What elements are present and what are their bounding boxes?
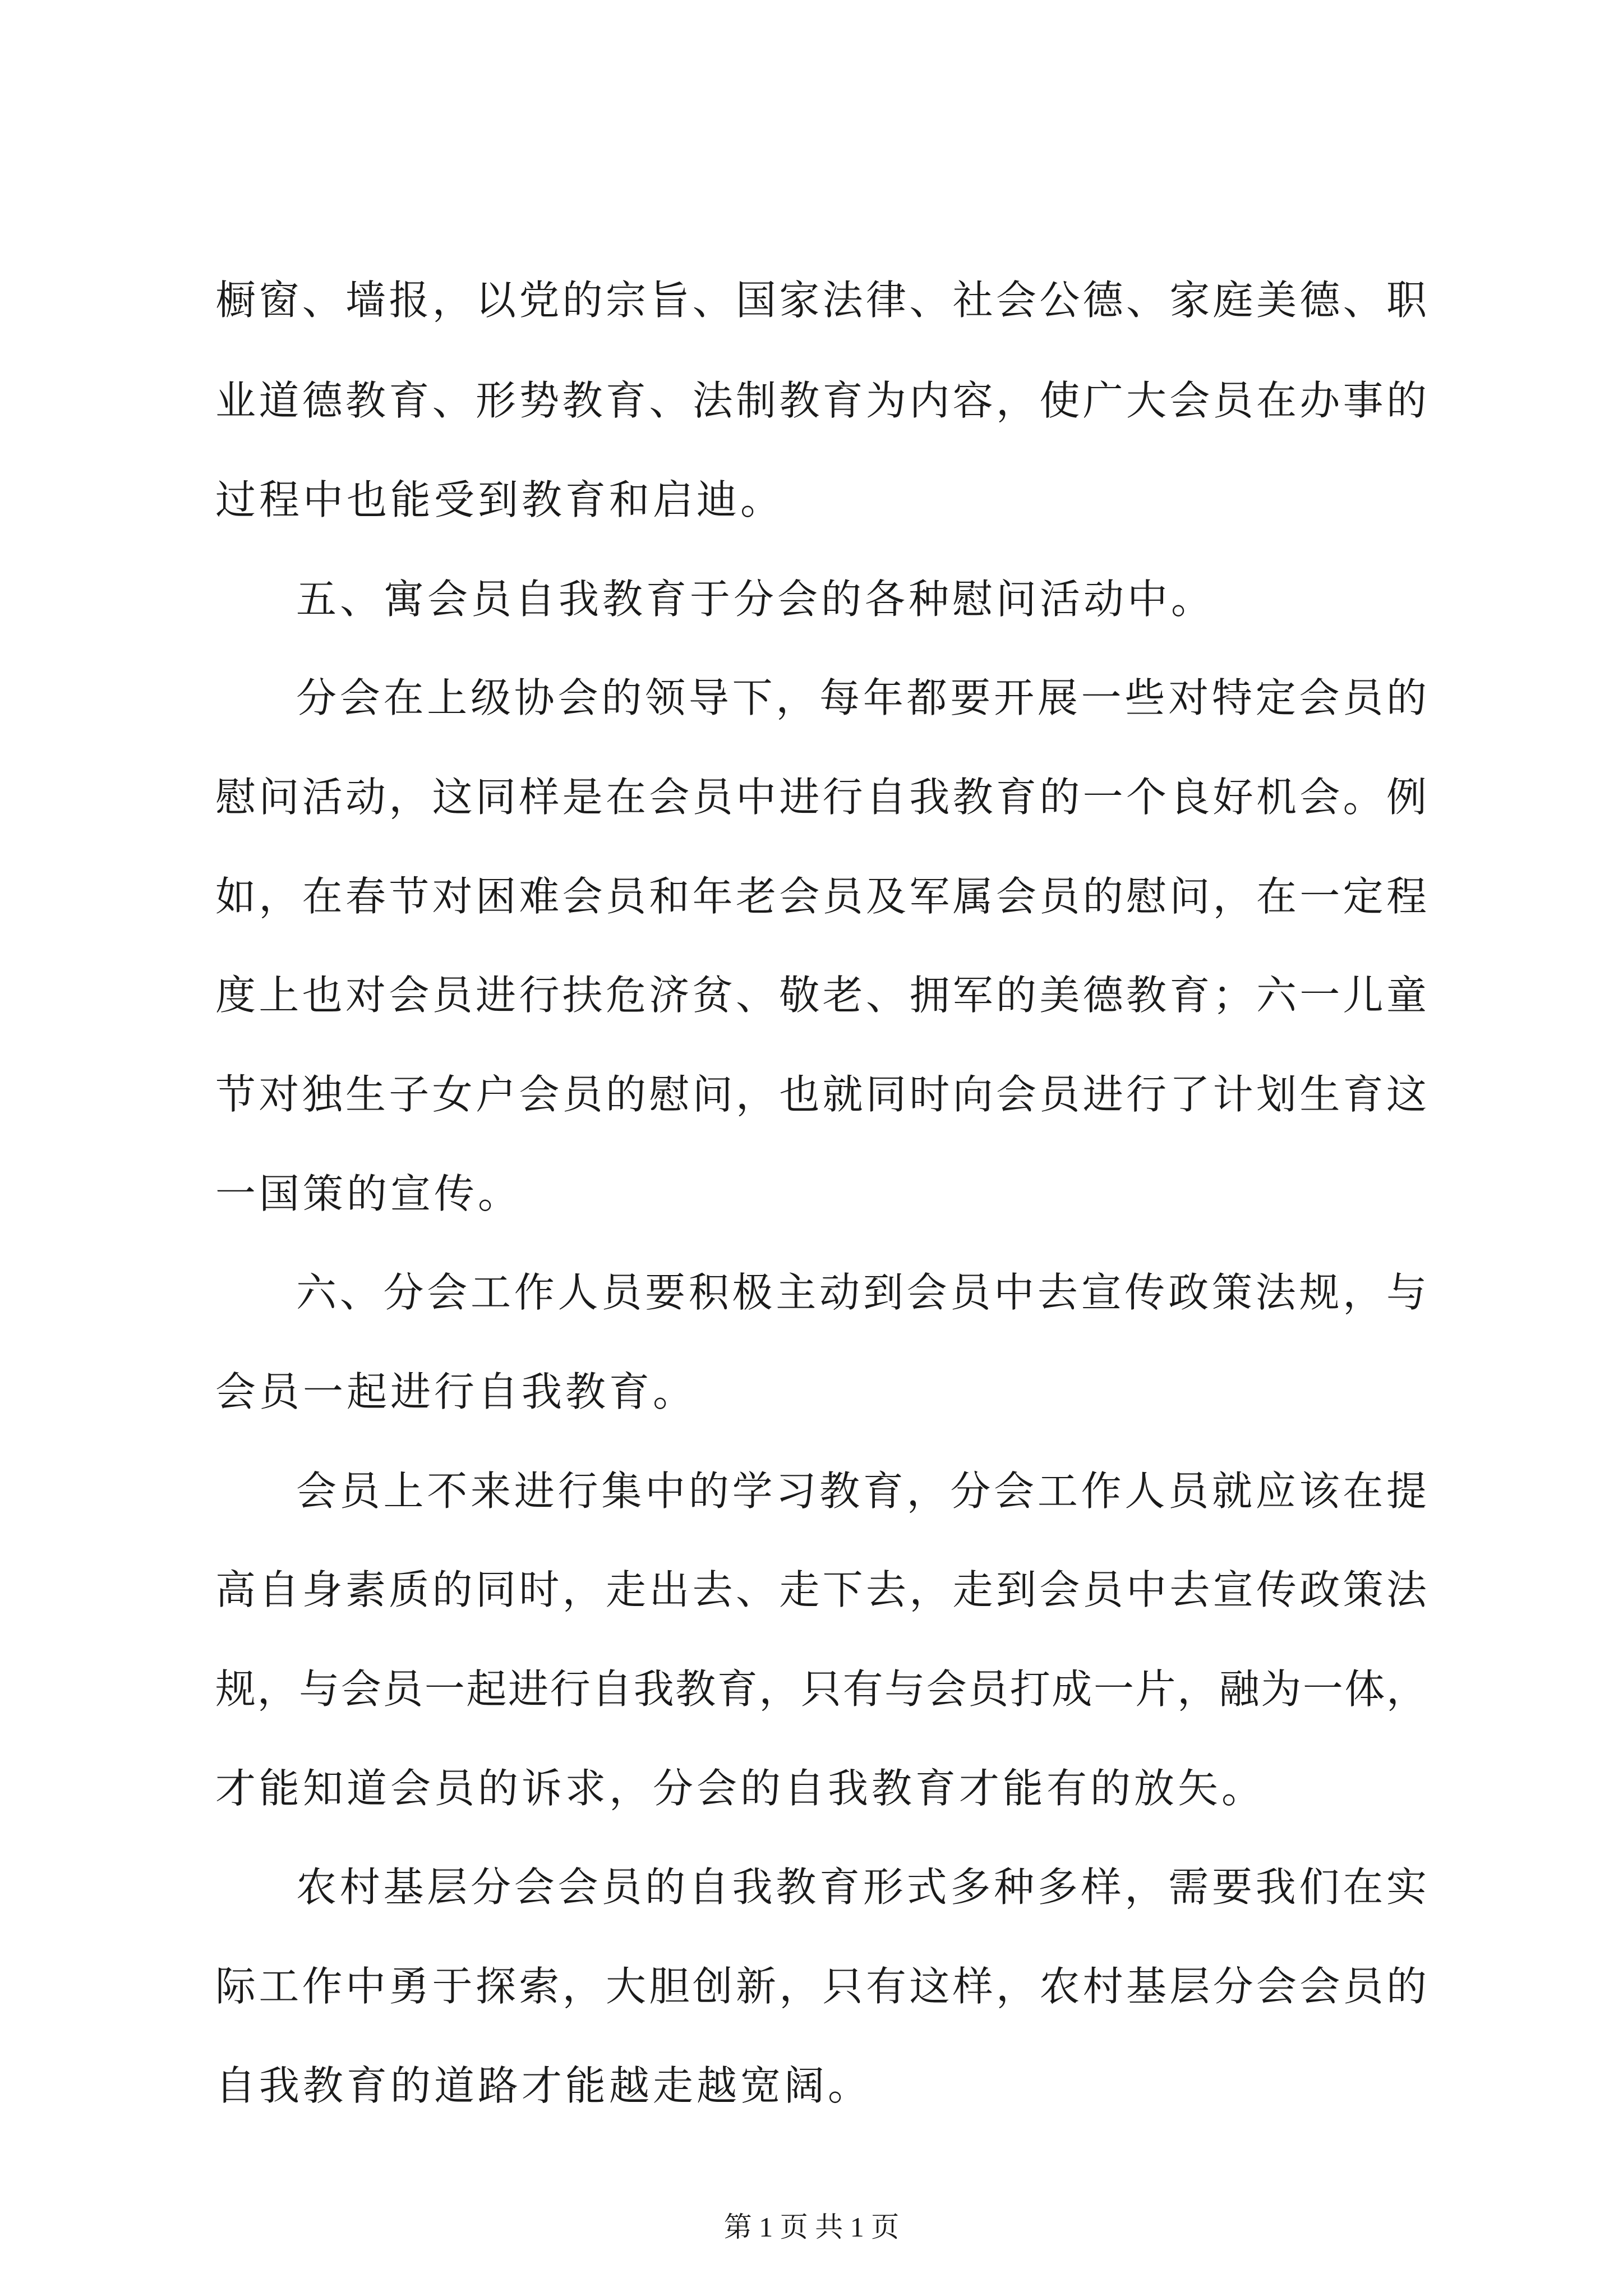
text-line: 业道德教育、形势教育、法制教育为内容，使广大会员在办事的 xyxy=(215,377,1427,424)
text-line: 如，在春节对困难会员和年老会员及军属会员的慰问，在一定程 xyxy=(215,873,1427,920)
text-line: 际工作中勇于探索，大胆创新，只有这样，农村基层分会会员的 xyxy=(215,1963,1427,2010)
text-line: 规，与会员一起进行自我教育，只有与会员打成一片，融为一体， xyxy=(215,1665,1427,1713)
text-line: 一国策的宣传。 xyxy=(215,1170,522,1217)
text-line: 橱窗、墙报，以党的宗旨、国家法律、社会公德、家庭美德、职 xyxy=(215,277,1427,324)
text-line: 才能知道会员的诉求，分会的自我教育才能有的放矢。 xyxy=(215,1765,1266,1812)
text-line: 分会在上级协会的领导下，每年都要开展一些对特定会员的 xyxy=(296,674,1427,721)
text-line: 度上也对会员进行扶危济贫、敬老、拥军的美德教育；六一儿童 xyxy=(215,972,1427,1019)
text-line: 高自身素质的同时，走出去、走下去，走到会员中去宣传政策法 xyxy=(215,1566,1427,1613)
text-line: 会员上不来进行集中的学习教育，分会工作人员就应该在提 xyxy=(296,1467,1427,1515)
paragraph-heading: 六、分会工作人员要积极主动到会员中去宣传政策法规，与 xyxy=(296,1269,1427,1316)
text-line: 节对独生子女户会员的慰问，也就同时向会员进行了计划生育这 xyxy=(215,1071,1427,1118)
text-line: 慰问活动，这同样是在会员中进行自我教育的一个良好机会。例 xyxy=(215,774,1427,821)
page-footer: 第 1 页 共 1 页 xyxy=(723,2211,900,2243)
text-line: 农村基层分会会员的自我教育形式多种多样，需要我们在实 xyxy=(296,1864,1427,1911)
text-line: 会员一起进行自我教育。 xyxy=(215,1368,697,1415)
paragraph-heading: 五、寓会员自我教育于分会的各种慰问活动中。 xyxy=(296,576,1215,623)
text-line: 自我教育的道路才能越走越宽阔。 xyxy=(215,2062,872,2109)
text-line: 过程中也能受到教育和启迪。 xyxy=(215,476,785,523)
